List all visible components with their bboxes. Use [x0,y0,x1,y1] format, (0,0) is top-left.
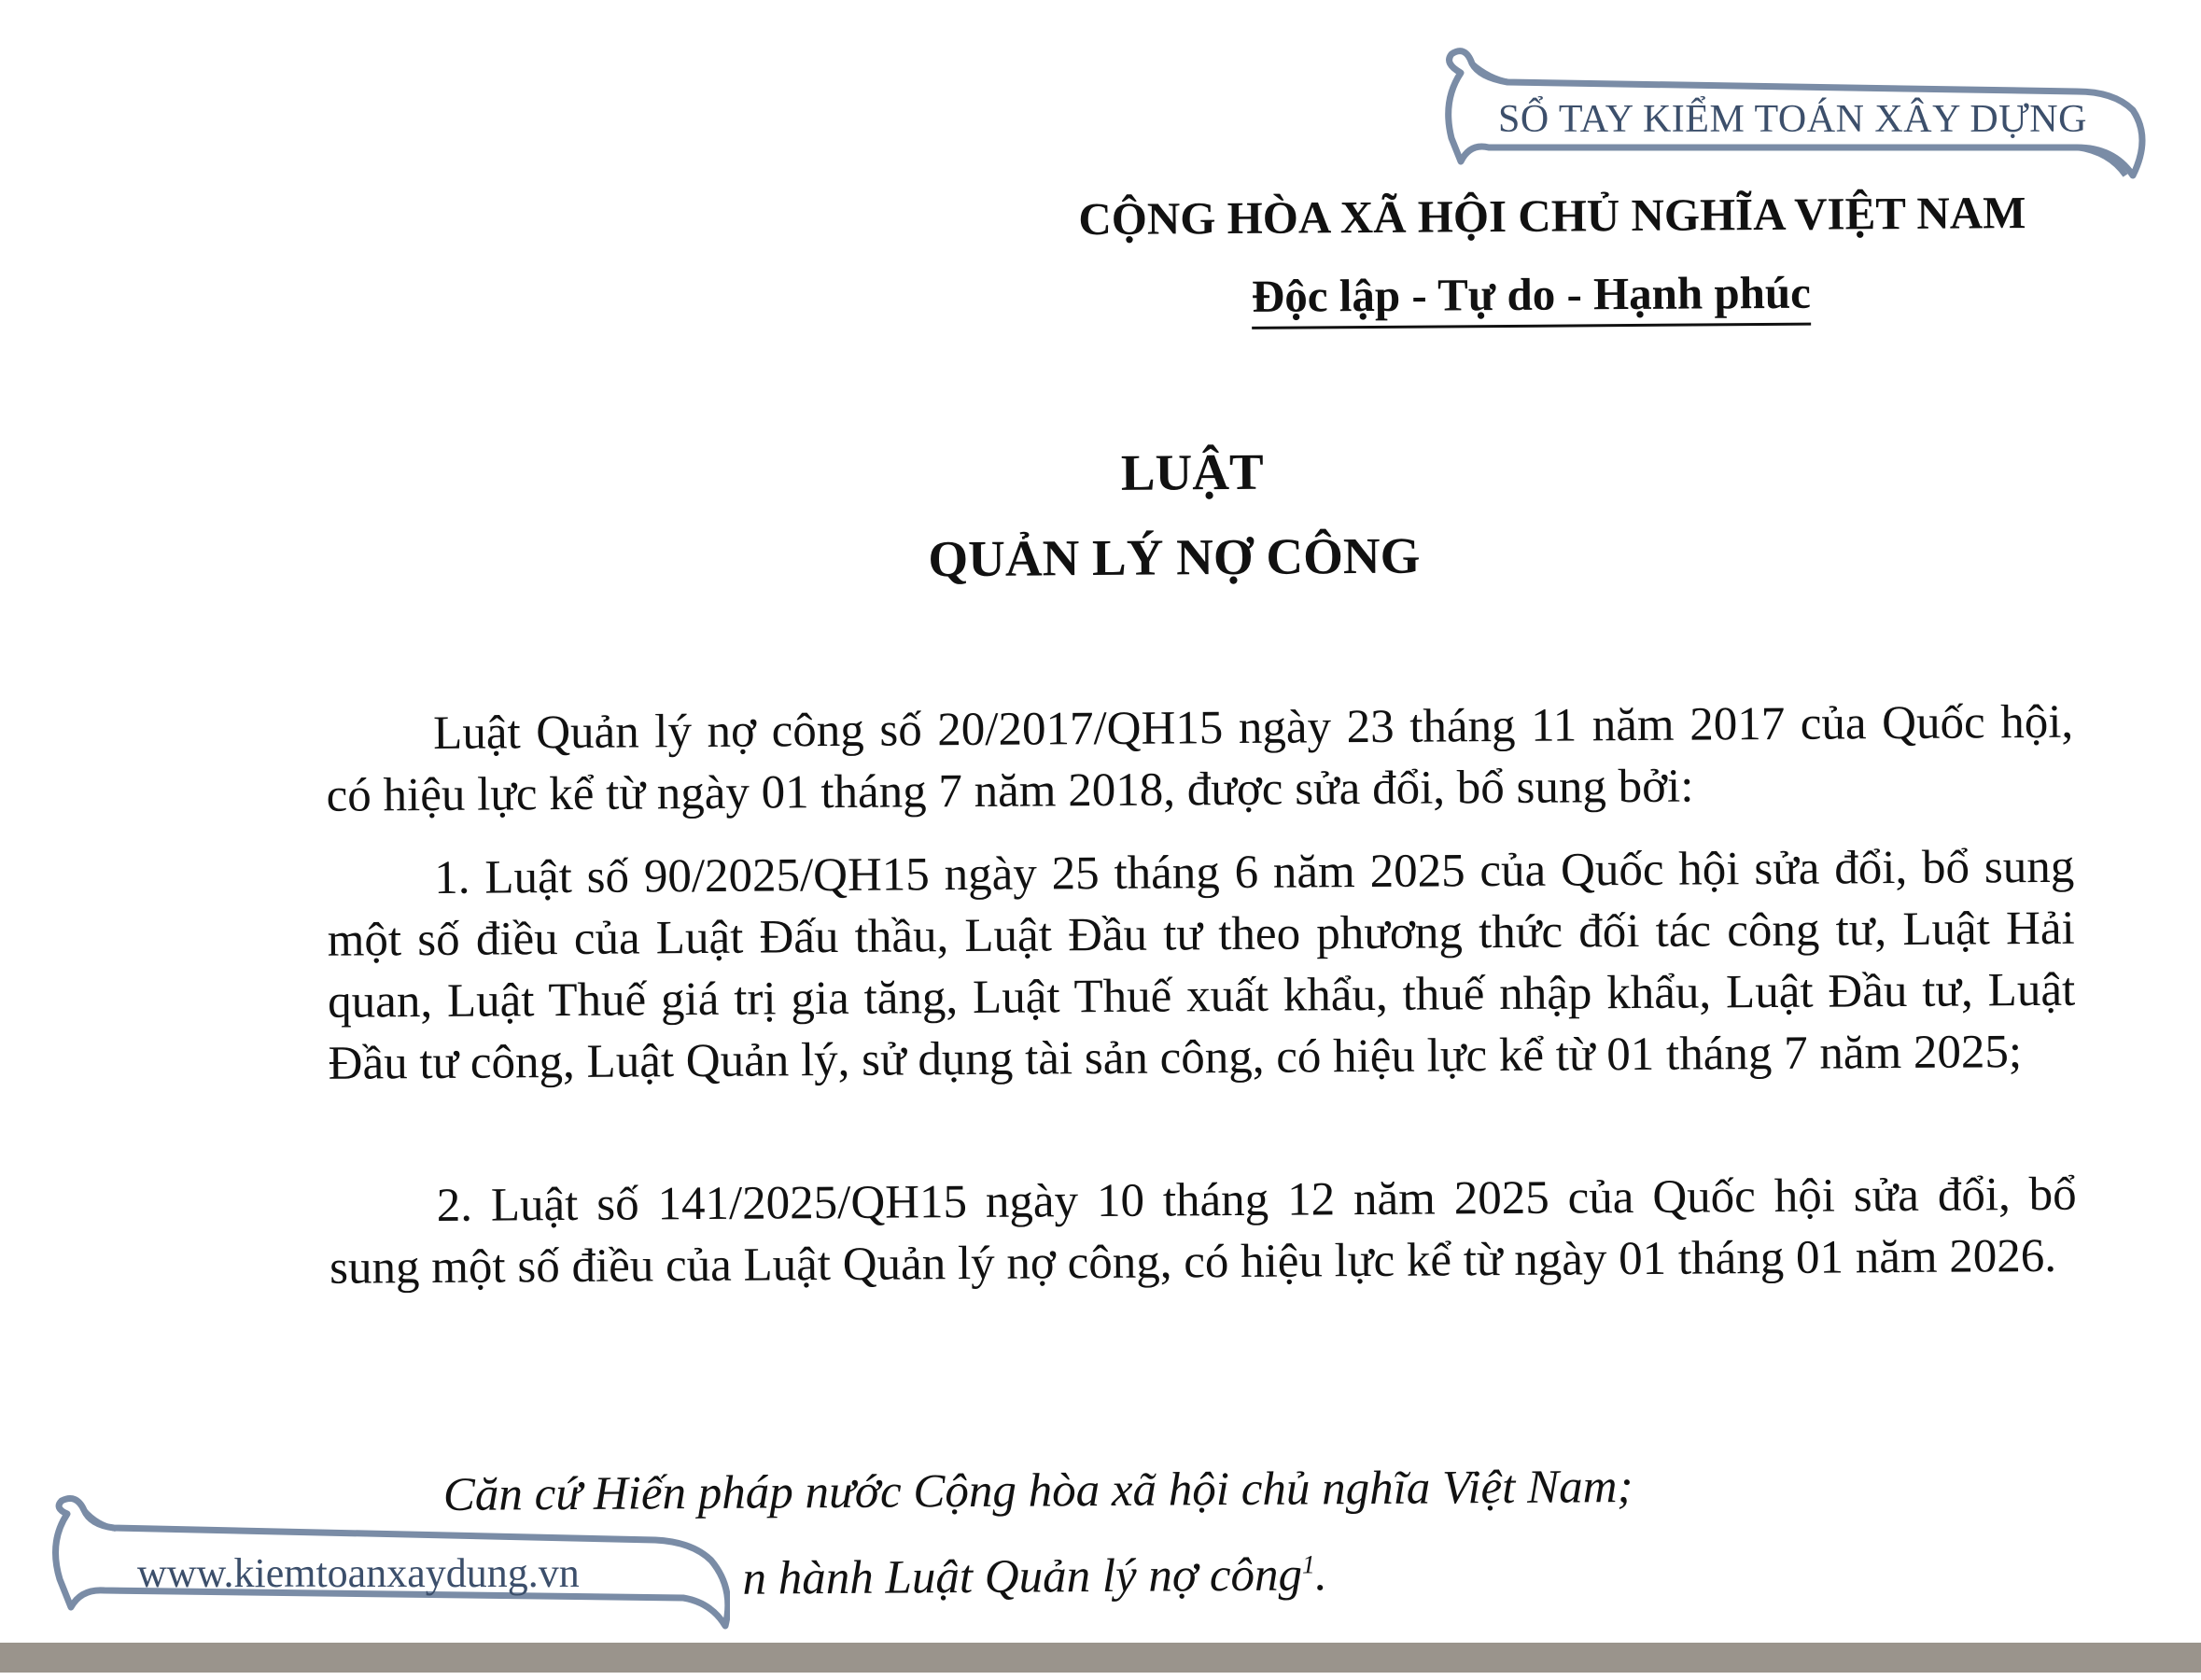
amendment-item-1: 1. Luật số 90/2025/QH15 ngày 25 tháng 6 năm 2025 của Quốc hội sửa đổi, bổ sung một số điều của Luật Đấu thầu, Luật Đầu tư theo phương thức đối tác công tư, Luật Hải quan, Luật Thuế giá trị gia tăng, Luật Thuế xuất khẩu, thuế nhập khẩu, Luật Đầu tư, Luật Đầu tư công, Luật Quản lý, sử dụng tài sản công, có hiệu lực kể từ 01 tháng 7 năm 2025; [327,840,2076,1090]
law-title-heading: LUẬT [1120,442,1264,501]
bottom-ribbon-watermark [39,1486,730,1649]
legal-basis-text: n hành Luật Quản lý nợ công [742,1548,1303,1605]
law-title-name: QUẢN LÝ NỢ CÔNG [928,526,1421,588]
national-motto: Độc lập - Tự do - Hạnh phúc [1252,266,1811,329]
intro-paragraph: Luật Quản lý nợ công số 20/2017/QH15 ngày 23 tháng 11 năm 2017 của Quốc hội, có hiệu lực kể từ ngày 01 tháng 7 năm 2018, được sửa đổi, bổ sung bởi: [326,695,2074,822]
top-ribbon-label: SỔ TAY KIỂM TOÁN XÂY DỰNG [1498,98,2087,141]
footnote-mark[interactable]: 1 [1301,1550,1316,1580]
amendment-item-2: 2. Luật số 141/2025/QH15 ngày 10 tháng 12 năm 2025 của Quốc hội sửa đổi, bổ sung một số điều của Luật Quản lý nợ công, có hiệu lực kể từ ngày 01 tháng 01 năm 2026. [329,1168,2077,1295]
legal-basis-line-2 [742,1547,1327,1605]
bottom-ribbon-url: www.kiemtoanxaydung.vn [137,1550,580,1596]
legal-basis-line-1: Căn cứ Hiến pháp nước Cộng hòa xã hội chủ nghĩa Việt Nam; [442,1461,1633,1521]
top-ribbon-watermark [1423,35,2161,213]
bottom-edge-band [0,1643,2201,1673]
legal-basis-end: . [1314,1548,1327,1602]
national-title: CỘNG HÒA XÃ HỘI CHỦ NGHĨA VIỆT NAM [1078,187,2026,245]
